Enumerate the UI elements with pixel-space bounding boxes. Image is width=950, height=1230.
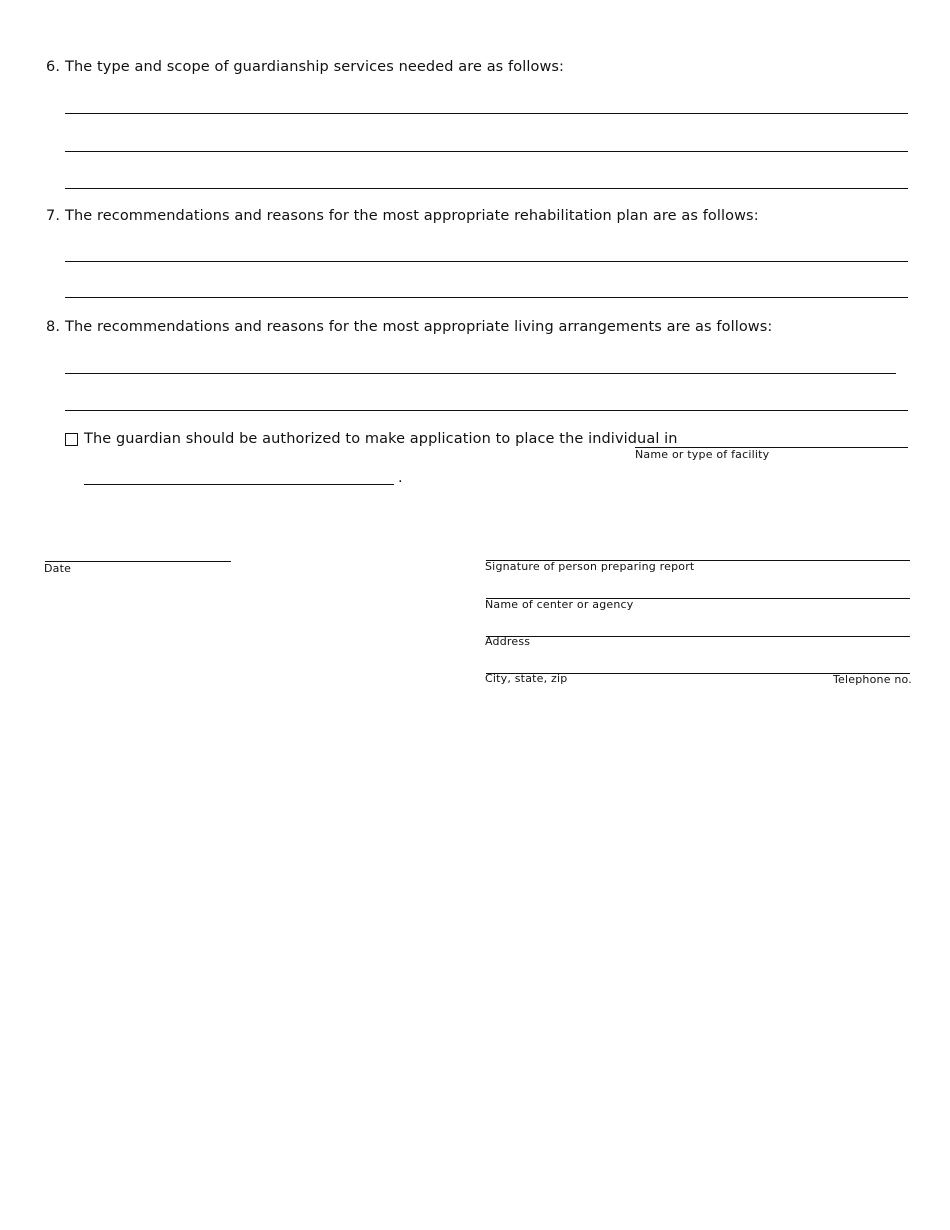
- item-6-number: 6.: [46, 59, 61, 75]
- item-8-text: The recommendations and reasons for the most appropriate living arrangements are as follows:: [65, 319, 773, 335]
- facility-period: .: [398, 470, 403, 486]
- date-label: Date: [44, 562, 72, 575]
- center-agency-label: Name of center or agency: [485, 598, 634, 611]
- item-6-text: The type and scope of guardianship services needed are as follows:: [65, 59, 565, 75]
- city-state-zip-label: City, state, zip: [485, 672, 568, 685]
- address-line[interactable]: [486, 636, 910, 637]
- address-label: Address: [485, 635, 531, 648]
- item-7-number: 7.: [46, 208, 61, 224]
- facility-caption: Name or type of facility: [635, 448, 770, 461]
- item-8-number: 8.: [46, 319, 61, 335]
- item-6-answer-line-1[interactable]: [65, 113, 908, 114]
- signature-label: Signature of person preparing report: [485, 560, 695, 573]
- item-7-answer-line-1[interactable]: [65, 261, 908, 262]
- item-8-question: [46, 319, 772, 335]
- item-6-question: [46, 59, 564, 75]
- date-line[interactable]: [45, 561, 231, 562]
- item-6-answer-line-3[interactable]: [65, 188, 908, 189]
- facility-continuation-line[interactable]: [84, 484, 394, 485]
- item-6-answer-line-2[interactable]: [65, 151, 908, 152]
- telephone-label: Telephone no.: [833, 673, 912, 686]
- item-8-answer-line-2[interactable]: [65, 410, 908, 411]
- item-7-question: [46, 208, 759, 224]
- placement-authorization-label: The guardian should be authorized to make application to place the individual in: [84, 431, 678, 447]
- placement-authorization-checkbox[interactable]: [65, 433, 78, 446]
- item-7-text: The recommendations and reasons for the most appropriate rehabilitation plan are as follows:: [65, 208, 759, 224]
- item-8-answer-line-1[interactable]: [65, 373, 896, 374]
- item-7-answer-line-2[interactable]: [65, 297, 908, 298]
